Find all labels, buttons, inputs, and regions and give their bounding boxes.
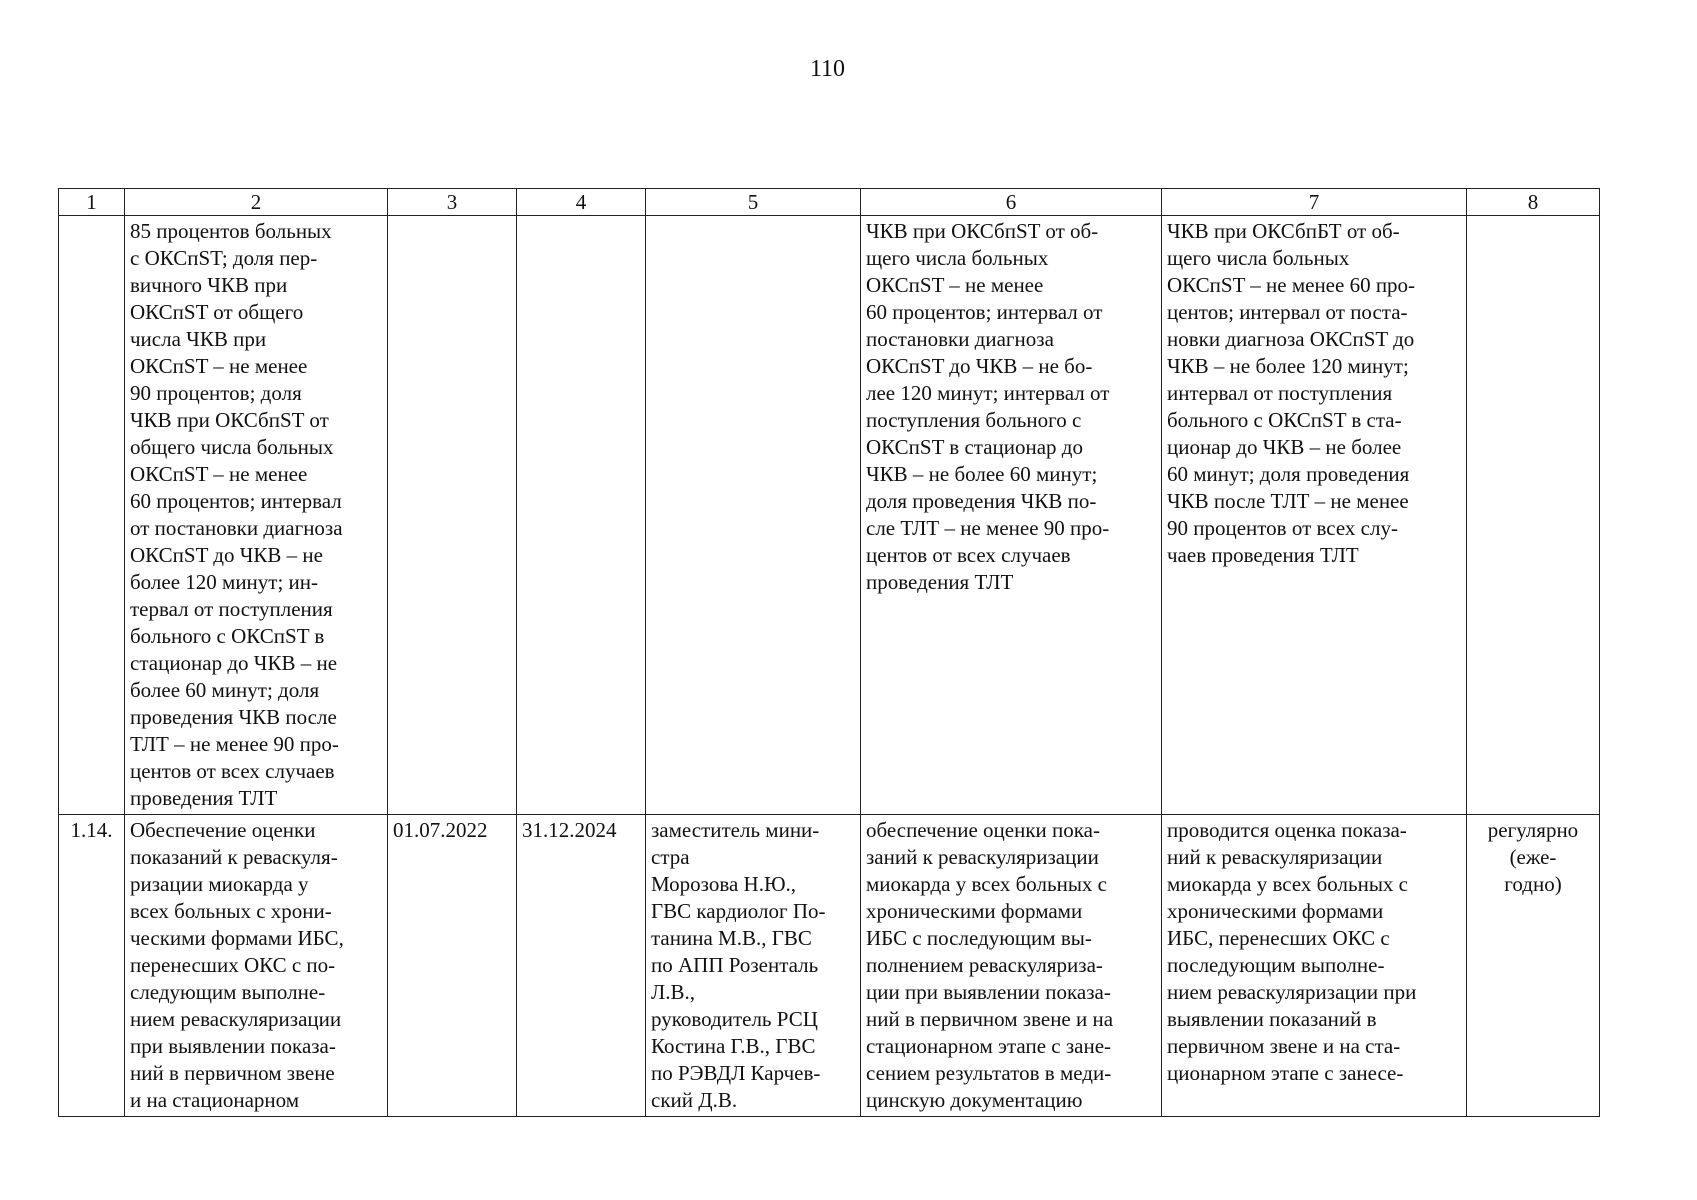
page-number: 110 [809,56,846,82]
responsible-cell: заместитель мини- стра Морозова Н.Ю., ГВС кардиолог По- танина М.В., ГВС по АПП Розенталь Л.В., руководитель РСЦ Костина Г.В., ГВС по РЭВДЛ Карчев- ский Д.В. [646,815,861,1117]
frequency-cell [1467,216,1600,815]
activity-cell: Обеспечение оценки показаний к реваскуля- ризации миокарда у всех больных с хрони- ческими формами ИБС, перенесших ОКС с по- следующим выполне- нием реваскуляризации при выявлении показа- ний в первичном звене и на стационарном [125,815,388,1117]
indicator-cell: ЧКВ при ОКСбпБТ от об- щего числа больных ОКСпST – не менее 60 про- центов; интервал от поста- новки диагноза ОКСпST до ЧКВ – не более 120 минут; интервал от поступления больного с ОКСпST в ста- ционар до ЧКВ – не более 60 минут; доля проведения ЧКВ после ТЛТ – не менее 90 процентов от всех слу- чаев проведения ТЛТ [1162,216,1467,815]
expected-result-cell: обеспечение оценки пока- заний к реваскуляризации миокарда у всех больных с хроническими формами ИБС с последующим вы- полнением реваскуляриза- ции при выявлении показа- ний в первичном звене и на стационарном этапе с зане- сением результатов в меди- цинскую документацию [861,815,1162,1117]
responsible-cell [646,216,861,815]
column-number: 3 [388,189,517,216]
column-number-row [59,189,1600,216]
activity-cell: 85 процентов больных с ОКСпST; доля пер- вичного ЧКВ при ОКСпST от общего числа ЧКВ при ОКСпST – не менее 90 процентов; доля ЧКВ при ОКСбпST от общего числа больных ОКСпST – не менее 60 процентов; интервал от постановки диагноза ОКСпST до ЧКВ – не более 120 минут; ин- тервал от поступления больного с ОКСпST в стационар до ЧКВ – не более 60 минут; доля проведения ЧКВ после ТЛТ – не менее 90 про- центов от всех случаев проведения ТЛТ [125,216,388,815]
column-number: 7 [1162,189,1467,216]
expected-result-cell: ЧКВ при ОКСбпST от об- щего числа больных ОКСпST – не менее 60 процентов; интервал от постановки диагноза ОКСпST до ЧКВ – не бо- лее 120 минут; интервал от поступления больного с ОКСпST в стационар до ЧКВ – не более 60 минут; доля проведения ЧКВ по- сле ТЛТ – не менее 90 про- центов от всех случаев проведения ТЛТ [861,216,1162,815]
column-number: 5 [646,189,861,216]
plan-table [58,188,1600,1117]
table-row [59,216,1600,815]
column-number: 2 [125,189,388,216]
start-date-cell: 01.07.2022 [388,815,517,1117]
table-row [59,815,1600,1117]
frequency-cell: регулярно (еже- годно) [1467,815,1600,1117]
column-number: 4 [517,189,646,216]
column-number: 8 [1467,189,1600,216]
column-number: 6 [861,189,1162,216]
item-number-cell: 1.14. [59,815,125,1117]
end-date-cell: 31.12.2024 [517,815,646,1117]
end-date-cell [517,216,646,815]
item-number-cell [59,216,125,815]
column-number: 1 [59,189,125,216]
start-date-cell [388,216,517,815]
indicator-cell: проводится оценка показа- ний к реваскуляризации миокарда у всех больных с хроническими формами ИБС, перенесших ОКС с последующим выполне- нием реваскуляризации при выявлении показаний в первичном звене и на ста- ционарном этапе с занесе- [1162,815,1467,1117]
